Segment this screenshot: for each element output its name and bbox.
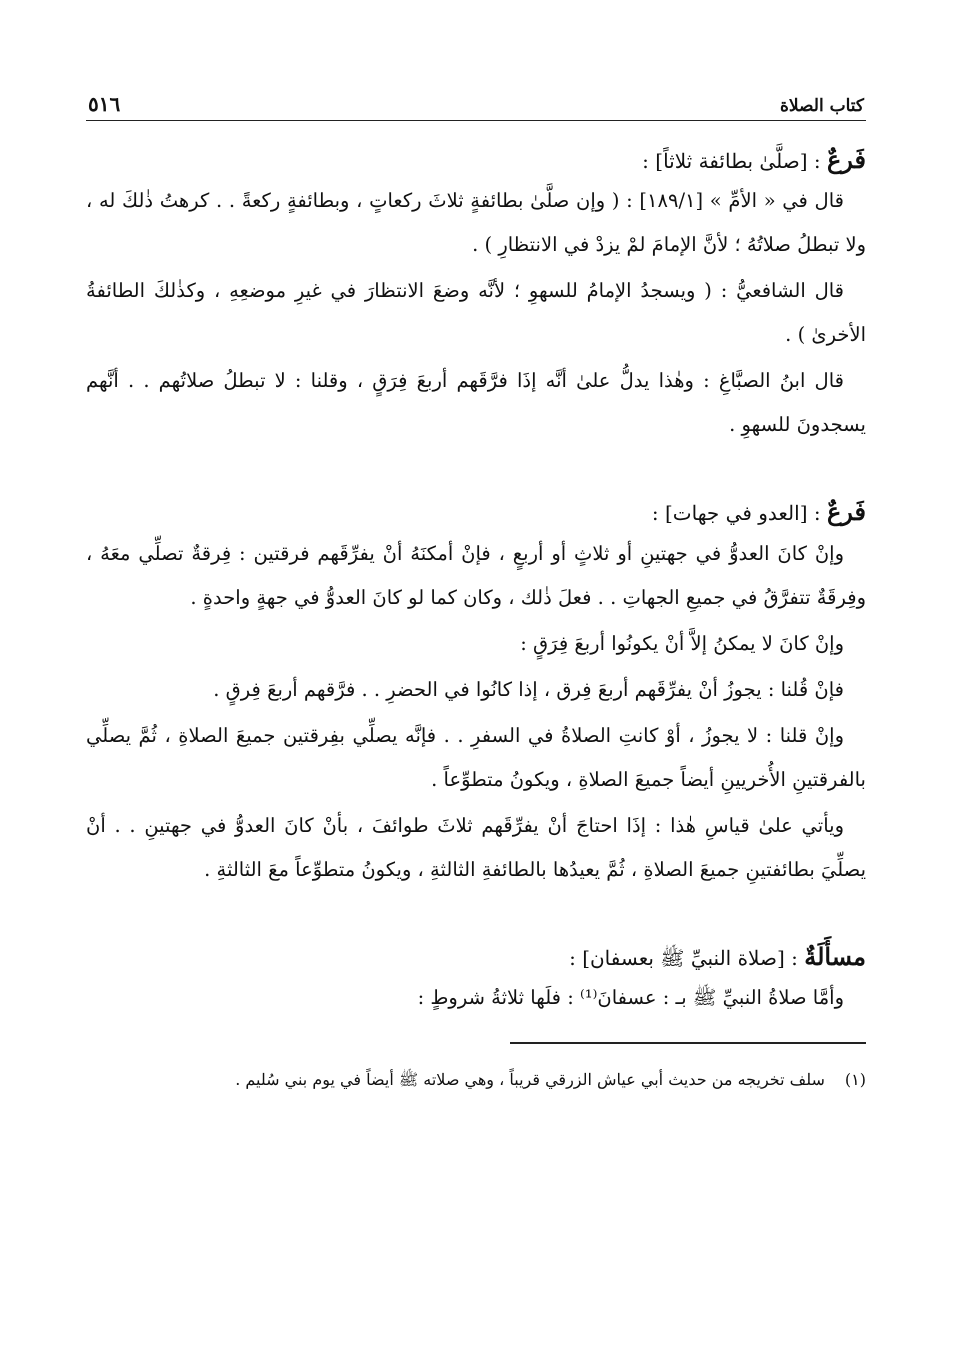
section-heading: [86, 493, 866, 531]
paragraph: وأمَّا صلاةُ النبيِّ ﷺ بـ : عسفانَ⁽¹⁾ : فلَها ثلاثةُ شروطٍ :: [417, 986, 844, 1010]
section-title: : [العدو في جهات] :: [651, 501, 827, 526]
section-heading: [86, 938, 866, 976]
footnote-text: سلف تخريجه من حديث أبي عياش الزرقي قريباً ، وهي صلاته ﷺ أيضاً في يوم بني سُليم .: [235, 1070, 825, 1090]
paragraph: قال ابنُ الصبَّاغِ : وهٰذا يدلُّ علىٰ أنَّه إذَا فرَّقَهم أربعَ فِرَقٍ ، وقلنا : لا تبطلُ صلاتُهم . . أنَّهم يسجدونَ للسهوِ .: [86, 369, 866, 437]
page-number: ٥١٦: [88, 92, 121, 116]
paragraph: وإنْ كانَ لا يمكنُ إلاَّ أنْ يكونُوا أربعَ فِرَقٍ :: [520, 631, 844, 655]
section-title: : [صلَّىٰ بطائفة ثلاثاً] :: [642, 149, 827, 173]
section-heading: [86, 141, 866, 179]
section-label: فَرعٌ: [826, 497, 866, 527]
section-title: : [صلاة النبيِّ ﷺ بعسفان] :: [569, 945, 805, 970]
book-title: كتاب الصلاة: [779, 96, 864, 116]
running-header: [86, 82, 866, 121]
section-label: مسأَلَةٌ: [804, 941, 866, 971]
paragraph: وإنْ كانَ العدوُّ في جهتينِ أو ثلاثٍ أو أربعٍ ، فإنْ أمكنَهُ أنْ يفرِّقَهم فرقتين : فِرقةٌ تصلِّي معَهُ ، وفِرقَةٌ تتفرَّقُ في جميعِ الجهاتِ . . فعلَ ذٰلك ، وكان كما لو كانَ العدوُّ في جهةٍ واحدةٍ .: [86, 541, 866, 609]
paragraph: قال في « الأمِّ » [١٨٩/١] : ( وإن صلَّىٰ بطائفةٍ ثلاثَ ركعاتٍ ، وبطائفةٍ ركعةً . . كرهتُ ذٰلكَ له ، ولا تبطلُ صلاتُهُ ؛ لأنَّ الإمامَ لمْ يزدْ في الانتظارِ ) .: [86, 189, 866, 257]
page: [86, 82, 866, 1110]
section-label: فَرعٌ: [826, 145, 866, 174]
paragraph: قال الشافعيُّ : ( ويسجدُ الإمامُ للسهوِ ؛ لأنَّه وضعَ الانتظارَ في غيرِ موضعِهِ ، وكذٰلكَ الطائفةُ الأخرىٰ ) .: [86, 279, 866, 347]
paragraph: فإنْ قُلنا : يجوزُ أنْ يفرِّقَهم أربعَ فِرق ، إذا كانُوا في الحضرِ . . فرَّقهم أربعَ فِرقٍ .: [213, 677, 844, 701]
footnote-number: (١): [844, 1070, 866, 1090]
paragraph: ويأتي علىٰ قياسِ هٰذا : إذَا احتاجَ أنْ يفرِّقَهم ثلاثَ طوائفَ ، بأنْ كانَ العدوُّ في جهتينِ . . أنْ يصلِّيَ بطائفتينِ جميعَ الصلاةِ ، ثُمَّ يعيدُها بالطائفةِ الثالثةِ ، ويكونُ متطوِّعاً معَ الثالثةِ .: [86, 813, 866, 881]
paragraph: وإنْ قلنا : لا يجوزُ ، أوْ كانتِ الصلاةُ في السفرِ . . فإنَّه يصلِّي بفِرقتين جميعَ الصلاةِ ، ثُمَّ يصلِّي بالفرقتينِ الأُخريينِ أيضاً جميعَ الصلاةِ ، ويكونُ متطوِّعاً .: [86, 723, 866, 791]
footnote-separator: [510, 1042, 866, 1044]
footnote: [86, 1066, 866, 1094]
